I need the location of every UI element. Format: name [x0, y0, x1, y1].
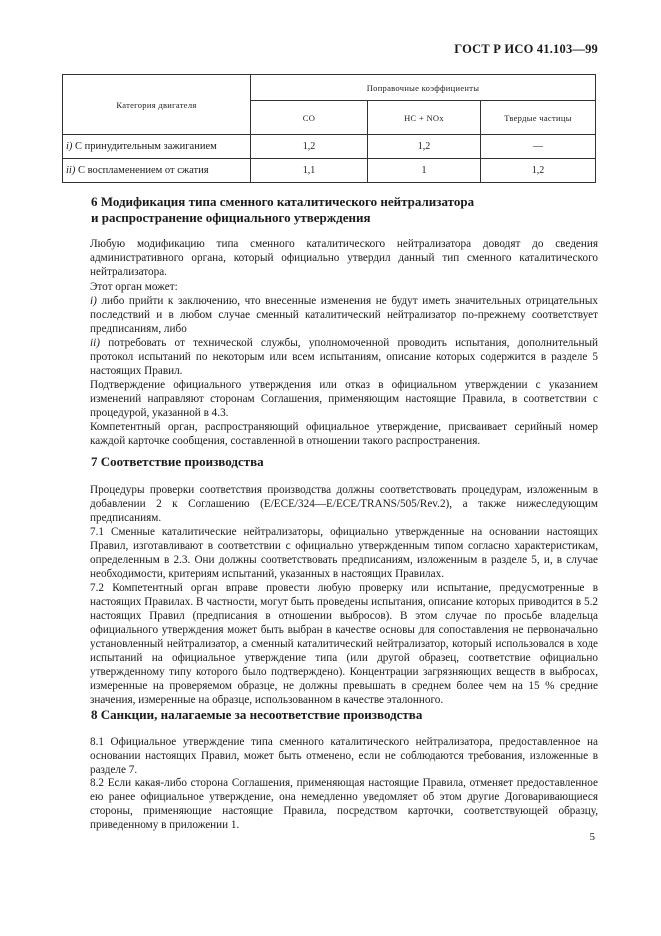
section-6-paragraph: Этот орган может: [90, 281, 178, 293]
hc-nox-cell: 1,2 [368, 135, 481, 159]
section-7-paragraph: Процедуры проверки соответствия производства должны соответствовать процедурам, изложенным в добавлении 2 к Соглашению (E/ECE/324—E/ECE/TRANS/505/Rev.2), а также нижеследующим предписаниям. [90, 484, 598, 524]
co-header: CO [251, 101, 368, 135]
section-7-paragraph: 7.2 Компетентный орган вправе провести любую проверку или испытание, предусмотренные в настоящих Правилах. В частности, могут быть проведены испытания, описание которых приводится в 5.2 настоящих Правил (предписания в отношении выбросов). В этом случае по просьбе владельца официального утверждения может быть выбран в качестве основы для сопоставления не первоначально установленный нейтрализатор, а сменный каталитический нейтрализатор, который использовался в ходе испытаний на официальное утверждение типа (или другой образец, соответствие официально утвержденному типу которого было подтверждено). Концентрации загрязняющих веществ в выбросах, измеренные на проверяемом образце, не должны превышать в среднем более чем на 15 % средние значения, измеренные на образце, использованном в качестве эталонного. [90, 582, 598, 706]
particulates-header: Твердые частицы [481, 101, 596, 135]
page-number: 5 [589, 831, 595, 843]
section-8-paragraph: 8.2 Если какая-либо сторона Соглашения, применяющая настоящие Правила, отменяет предоставленное ею ранее официальное утверждение, она немедленно уведомляет об этом другие Договаривающиеся стороны, применяющие настоящие Правила, посредством карточки, соответствующей образцу, приведенному в приложении 1. [90, 777, 598, 831]
section-8-paragraph: 8.1 Официальное утверждение типа сменного каталитического нейтрализатора, предоставленное на основании настоящих Правил, может быть отменено, если не соблюдаются требования, изложенные в разделе 7. [90, 736, 598, 776]
correction-factors-header: Поправочные коэффициенты [251, 75, 596, 101]
co-cell: 1,2 [251, 135, 368, 159]
hc-nox-header: HC + NOx [368, 101, 481, 135]
engine-category-header: Категория двигателя [63, 75, 251, 135]
co-cell: 1,1 [251, 159, 368, 183]
section-6-title: 6 Модификация типа сменного каталитического нейтрализатора и распространение официального утверждения [91, 194, 475, 225]
correction-factors-table [62, 74, 596, 183]
section-6-paragraph: Любую модификацию типа сменного каталитического нейтрализатора доводят до сведения административного органа, который официально утвердил данный тип сменного каталитического нейтрализатора. [90, 238, 598, 278]
section-6-paragraph: Подтверждение официального утверждения или отказ в официальном утверждении с указанием изменений направляют сторонам Соглашения, применяющим настоящие Правила, в соответствии с процедурой, указанной в 4.3. [90, 379, 598, 419]
section-6-paragraph: Компетентный орган, распространяющий официальное утверждение, присваивает серийный номер каждой карточке сообщения, составленной в отношении такого распространения. [90, 421, 598, 447]
particulates-cell: 1,2 [481, 159, 596, 183]
engine-category-cell: i) С принудительным зажиганием [63, 135, 251, 159]
section-8-title: 8 Санкции, налагаемые за несоответствие производства [91, 707, 423, 722]
engine-category-cell: ii) С воспламенением от сжатия [63, 159, 251, 183]
particulates-cell: — [481, 135, 596, 159]
section-7-title: 7 Соответствие производства [91, 454, 264, 469]
table-row [63, 159, 596, 183]
section-7-paragraph: 7.1 Сменные каталитические нейтрализаторы, официально утвержденные на основании настоящих Правил, изготавливают в соответствии с официально утвержденным типом согласно характеристикам, определенным в 2.3. Они должны соответствовать предписаниям, изложенным в разделе 5, и, в случае необходимости, критериям испытаний, указанных в настоящих Правилах. [90, 526, 598, 580]
table-row [63, 135, 596, 159]
section-6-paragraph: i) либо прийти к заключению, что внесенные изменения не будут иметь значительных отрицательных последствий и в любом случае сменный каталитический нейтрализатор по-прежнему соответствует предписаниям, либо [90, 295, 598, 335]
hc-nox-cell: 1 [368, 159, 481, 183]
section-6-paragraph: ii) потребовать от технической службы, уполномоченной проводить испытания, дополнительный протокол испытаний по некоторым или всем испытаниям, описание которых содержится в разделе 5 настоящих Правил. [90, 337, 598, 377]
document-header: ГОСТ Р ИСО 41.103—99 [454, 42, 598, 56]
